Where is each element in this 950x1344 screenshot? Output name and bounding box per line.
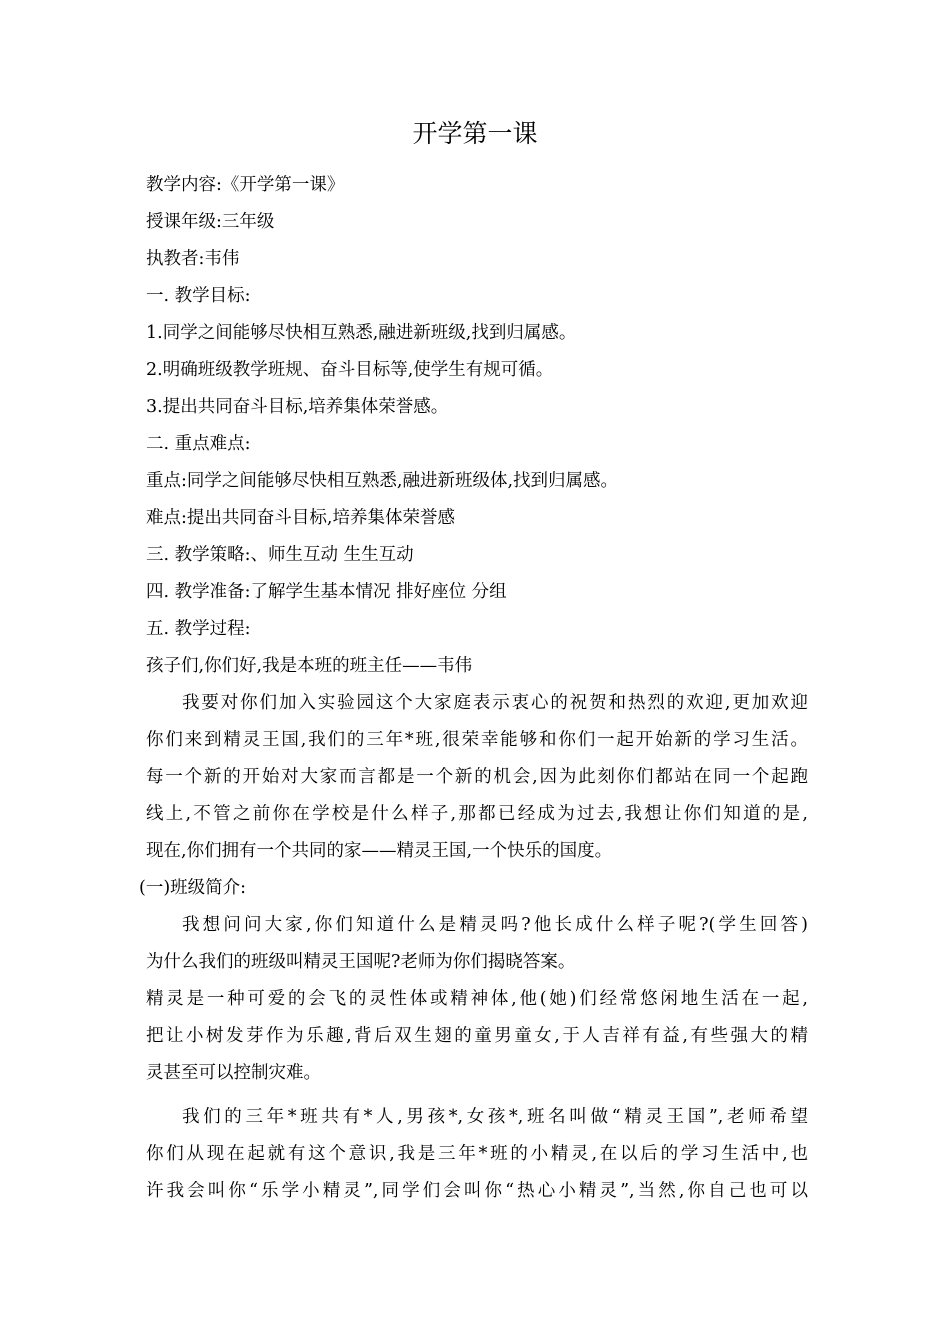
text-line: 授课年级:三年级 (146, 212, 275, 232)
document-title: 开学第一课 (412, 119, 538, 148)
section-heading: 二. 重点难点: (146, 434, 251, 454)
paragraph-line: 为什么我们的班级叫精灵王国呢?老师为你们揭晓答案。 (146, 952, 576, 972)
text-line: 难点:提出共同奋斗目标,培养集体荣誉感 (146, 508, 455, 528)
paragraph-line: 精灵是一种可爱的会飞的灵性体或精神体,他(她)们经常悠闲地生活在一起, (146, 989, 808, 1009)
paragraph-line: 现在,你们拥有一个共同的家——精灵王国,一个快乐的国度。 (146, 841, 613, 861)
text-line: 教学内容:《开学第一课》 (146, 175, 345, 195)
section-heading: 四. 教学准备:了解学生基本情况 排好座位 分组 (146, 582, 507, 602)
text-line: 3.提出共同奋斗目标,培养集体荣誉感。 (146, 397, 449, 417)
section-heading: 三. 教学策略:、师生互动 生生互动 (146, 545, 414, 565)
paragraph-line: 你们从现在起就有这个意识,我是三年*班的小精灵,在以后的学习生活中,也 (146, 1144, 808, 1164)
paragraph-line: 我要对你们加入实验园这个大家庭表示衷心的祝贺和热烈的欢迎,更加欢迎 (182, 693, 808, 713)
paragraph-line: 每一个新的开始对大家而言都是一个新的机会,因为此刻你们都站在同一个起跑 (146, 767, 808, 787)
text-line: 孩子们,你们好,我是本班的班主任——韦伟 (146, 656, 473, 676)
paragraph-line: 许我会叫你“乐学小精灵”,同学们会叫你“热心小精灵”,当然,你自己也可以 (146, 1181, 808, 1201)
section-heading: 一. 教学目标: (146, 286, 251, 306)
paragraph-line: 把让小树发芽作为乐趣,背后双生翅的童男童女,于人吉祥有益,有些强大的精 (146, 1026, 808, 1046)
text-line: 1.同学之间能够尽快相互熟悉,融进新班级,找到归属感。 (146, 323, 577, 343)
text-line: 重点:同学之间能够尽快相互熟悉,融进新班级体,找到归属感。 (146, 471, 619, 491)
paragraph-line: 你们来到精灵王国,我们的三年*班,很荣幸能够和你们一起开始新的学习生活。 (146, 730, 808, 750)
section-heading: 五. 教学过程: (146, 619, 251, 639)
subsection-heading: (一)班级简介: (139, 878, 247, 898)
paragraph-line: 灵甚至可以控制灾难。 (146, 1063, 321, 1083)
paragraph-line: 线上,不管之前你在学校是什么样子,那都已经成为过去,我想让你们知道的是, (146, 804, 808, 824)
text-line: 2.明确班级教学班规、奋斗目标等,使学生有规可循。 (146, 360, 554, 380)
text-line: 执教者:韦伟 (146, 249, 240, 269)
paragraph-line: 我想问问大家,你们知道什么是精灵吗?他长成什么样子呢?(学生回答) (182, 915, 808, 935)
paragraph-line: 我们的三年*班共有*人,男孩*,女孩*,班名叫做“精灵王国”,老师希望 (182, 1107, 808, 1127)
